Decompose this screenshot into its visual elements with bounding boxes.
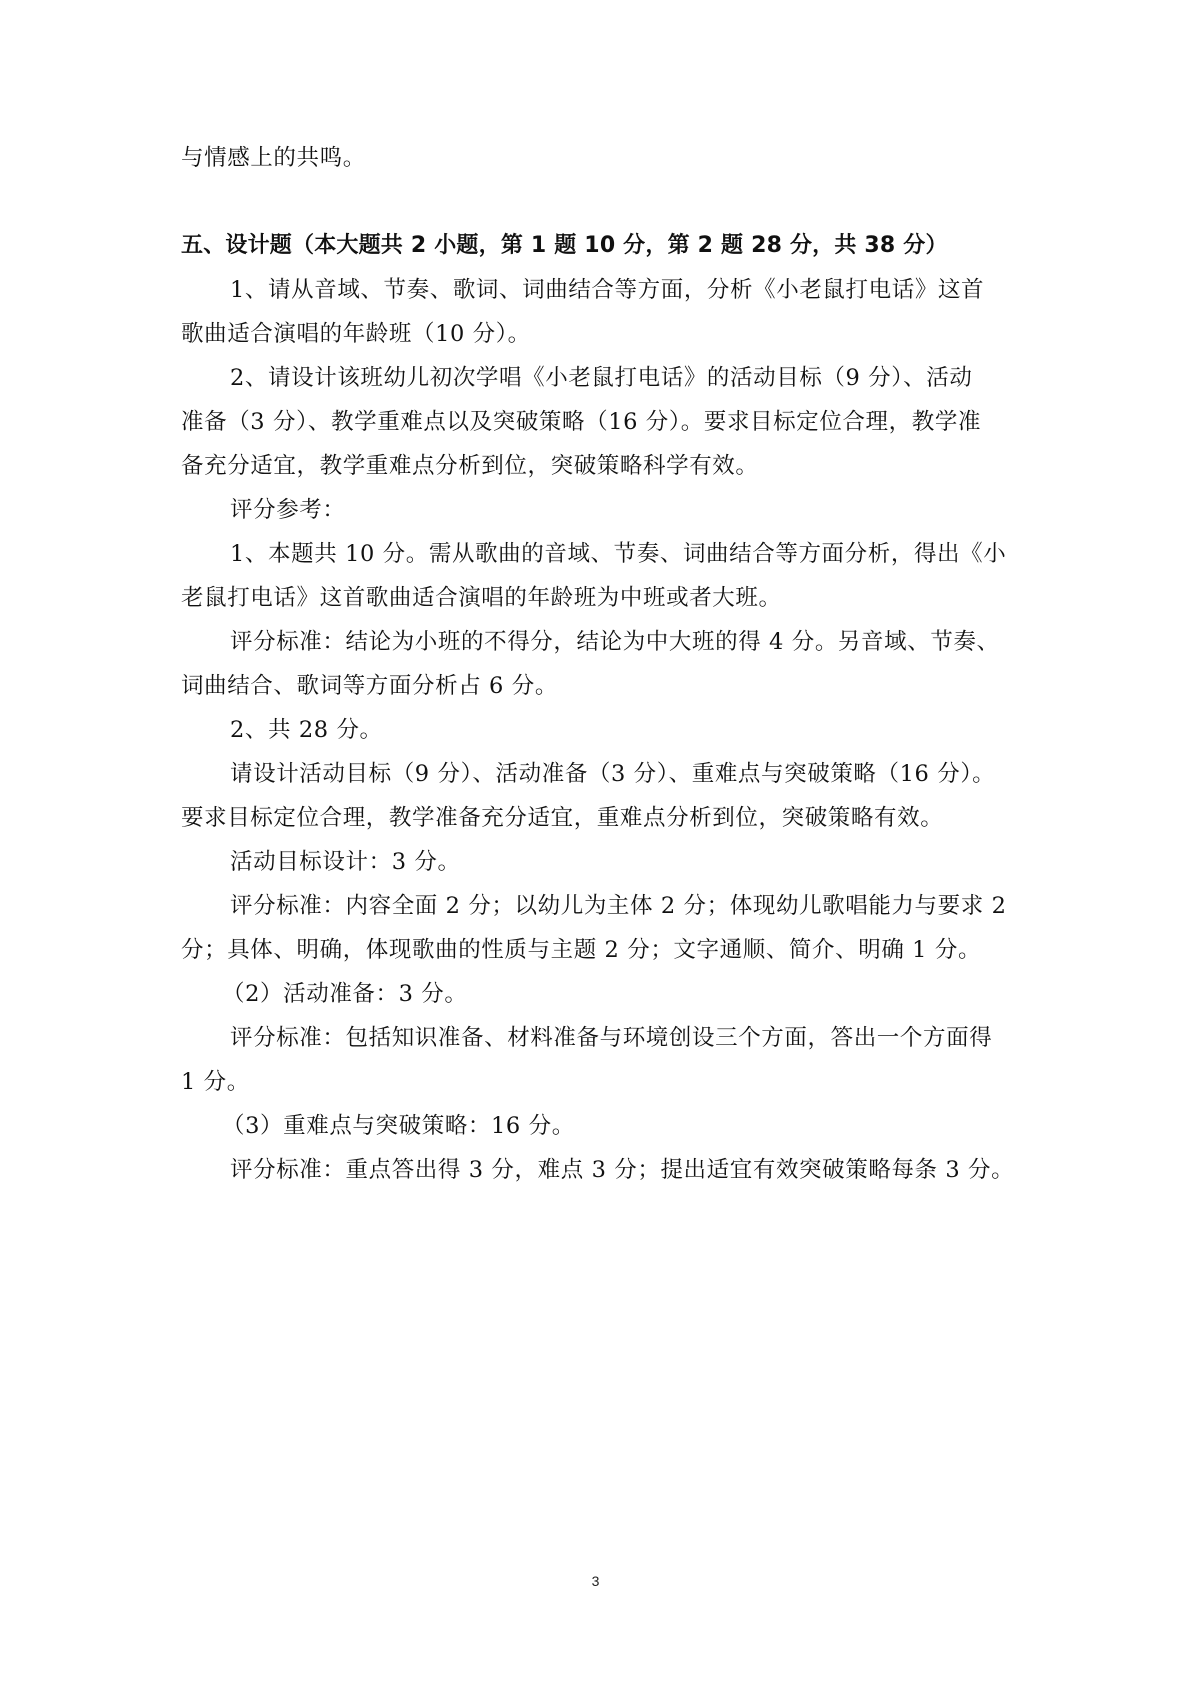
answer-2-line-1: 请设计活动目标（9 分）、活动准备（3 分）、重难点与突破策略（16 分）。 bbox=[230, 761, 996, 787]
answer-1-line-1: 1、本题共 10 分。需从歌曲的音域、节奏、词曲结合等方面分析，得出《小 bbox=[230, 541, 1007, 567]
question-1-line-1: 1、请从音域、节奏、歌词、词曲结合等方面，分析《小老鼠打电话》这首 bbox=[230, 277, 985, 303]
activity-goal-design: 活动目标设计：3 分。 bbox=[230, 849, 461, 875]
page-number: 3 bbox=[591, 1573, 600, 1589]
preparation-criteria-line-1: 评分标准：包括知识准备、材料准备与环境创设三个方面，答出一个方面得 bbox=[230, 1025, 993, 1051]
answer-2-line-2: 要求目标定位合理，教学准备充分适宜，重难点分析到位，突破策略有效。 bbox=[181, 805, 944, 831]
key-difficulties-strategies: （3）重难点与突破策略：16 分。 bbox=[222, 1113, 575, 1139]
question-2-line-2: 准备（3 分）、教学重难点以及突破策略（16 分）。要求目标定位合理，教学准 bbox=[181, 409, 982, 435]
goal-criteria-line-1: 评分标准：内容全面 2 分；以幼儿为主体 2 分；体现幼儿歌唱能力与要求 2 bbox=[230, 893, 1007, 919]
question-2-line-3: 备充分适宜，教学重难点分析到位，突破策略科学有效。 bbox=[181, 453, 759, 479]
answer-1-criteria-line-2: 词曲结合、歌词等方面分析占 6 分。 bbox=[181, 673, 558, 699]
activity-preparation: （2）活动准备：3 分。 bbox=[222, 981, 468, 1007]
section-heading: 五、设计题（本大题共 2 小题，第 1 题 10 分，第 2 题 28 分，共 38 分） bbox=[181, 233, 948, 258]
strategies-criteria: 评分标准：重点答出得 3 分，难点 3 分；提出适宜有效突破策略每条 3 分。 bbox=[230, 1157, 1015, 1183]
answer-1-criteria-line-1: 评分标准：结论为小班的不得分，结论为中大班的得 4 分。另音域、节奏、 bbox=[230, 629, 1000, 655]
question-2-line-1: 2、请设计该班幼儿初次学唱《小老鼠打电话》的活动目标（9 分）、活动 bbox=[230, 365, 973, 391]
question-1-line-2: 歌曲适合演唱的年龄班（10 分）。 bbox=[181, 321, 531, 347]
text-line: 与情感上的共鸣。 bbox=[181, 145, 366, 171]
answer-1-line-2: 老鼠打电话》这首歌曲适合演唱的年龄班为中班或者大班。 bbox=[181, 585, 782, 611]
scoring-reference-label: 评分参考： bbox=[230, 497, 346, 523]
goal-criteria-line-2: 分；具体、明确，体现歌曲的性质与主题 2 分；文字通顺、简介、明确 1 分。 bbox=[181, 937, 982, 963]
answer-2-total: 2、共 28 分。 bbox=[230, 717, 383, 743]
preparation-criteria-line-2: 1 分。 bbox=[181, 1069, 250, 1095]
